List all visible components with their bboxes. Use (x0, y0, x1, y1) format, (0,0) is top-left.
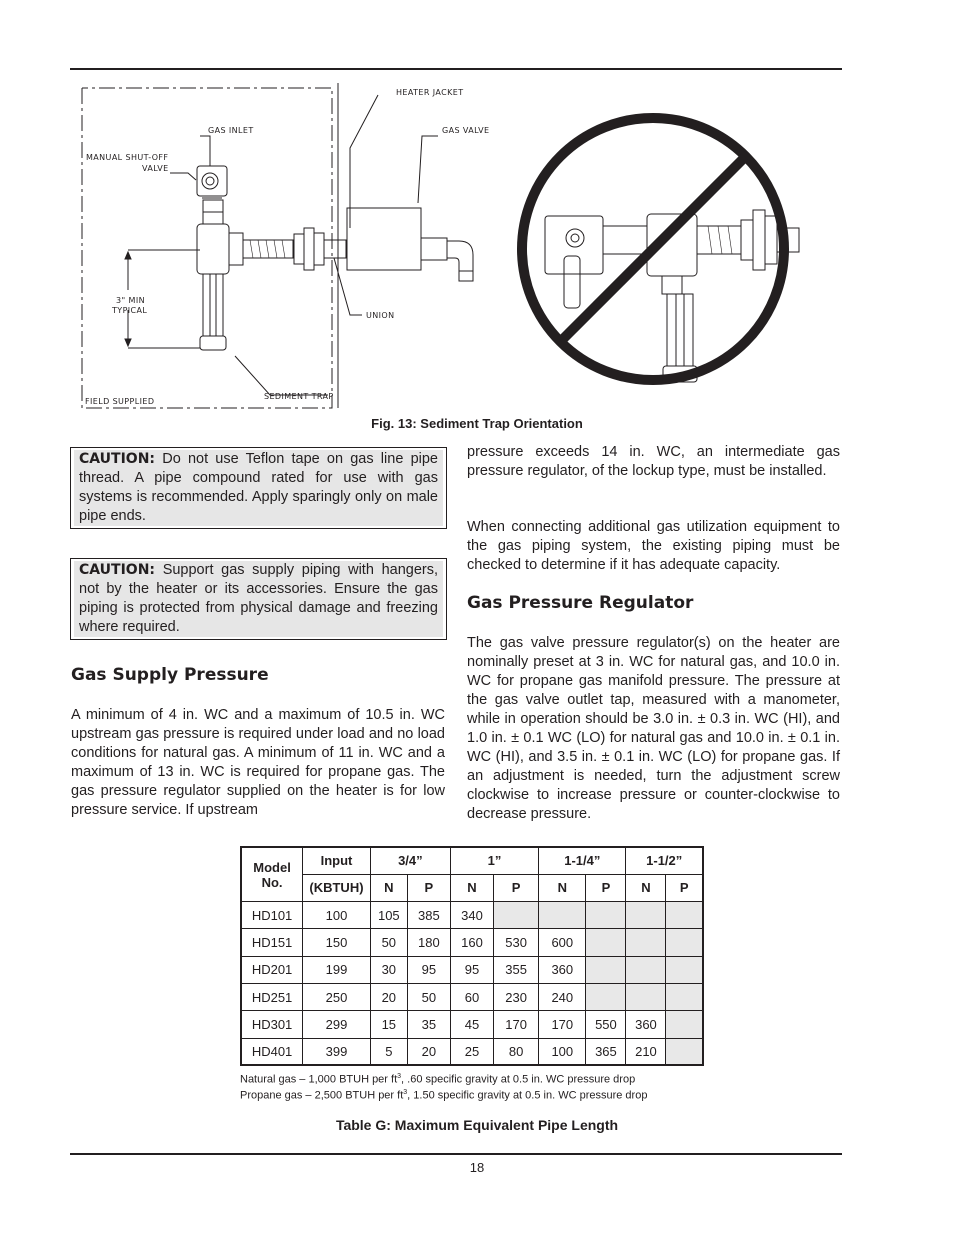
col-size: 1” (450, 847, 538, 874)
table-cell: 45 (450, 1011, 493, 1038)
table-cell: 360 (539, 956, 586, 983)
label-sediment-trap: SEDIMENT TRAP (264, 392, 334, 401)
col-p: P (407, 874, 450, 901)
table-cell: 365 (586, 1038, 626, 1065)
table-cell: 20 (370, 983, 407, 1010)
col-n: N (539, 874, 586, 901)
table-cell (666, 929, 703, 956)
gas-pressure-regulator-heading: Gas Pressure Regulator (467, 593, 694, 613)
col-input: Input (303, 847, 371, 874)
table-cell (666, 902, 703, 929)
table-cell: 199 (303, 956, 371, 983)
col-kbtuh: (KBTUH) (303, 874, 371, 901)
table-cell (539, 902, 586, 929)
page-number: 18 (469, 1160, 485, 1175)
table-cell: 25 (450, 1038, 493, 1065)
table-note-propane: Propane gas – 2,500 BTUH per $ft^3$, 1.50 specific gravity at 0.5 in. WC pressure drop (240, 1089, 648, 1102)
col-size: 1-1/4” (539, 847, 626, 874)
table-cell (666, 983, 703, 1010)
col-n: N (450, 874, 493, 901)
table-cell: 150 (303, 929, 371, 956)
table-cell: 15 (370, 1011, 407, 1038)
label-heater-jacket: HEATER JACKET (396, 88, 464, 97)
table-cell: 105 (370, 902, 407, 929)
gas-supply-pressure-text: A minimum of 4 in. WC and a maximum of 10.5 in. WC upstream gas pressure is required under load and no load conditions for natural gas. A minimum of 11 in. WC and a maximum of 13 in. WC is required for propane gas. The gas pressure regulator supplied on the heater is for low pressure service. If upstream (71, 707, 445, 818)
col-p: P (494, 874, 539, 901)
table-cell: 180 (407, 929, 450, 956)
figure-caption: Fig. 13: Sediment Trap Orientation (371, 416, 583, 431)
table-cell: HD101 (241, 902, 303, 929)
table-cell (494, 902, 539, 929)
table-cell: 355 (494, 956, 539, 983)
table-row (241, 902, 703, 929)
bottom-rule (70, 1153, 842, 1155)
caution-support-box (70, 558, 447, 640)
table-subheader-row (241, 874, 703, 901)
table-cell (666, 1011, 703, 1038)
table-cell: 20 (407, 1038, 450, 1065)
table-cell: 95 (450, 956, 493, 983)
table-cell (586, 956, 626, 983)
table-note-natural: Natural gas – 1,000 BTUH per $ft^3$, .60 specific gravity at 0.5 in. WC pressure drop (240, 1073, 636, 1086)
table-cell: 50 (407, 983, 450, 1010)
label-shutoff-valve-2: VALVE (142, 164, 169, 173)
table-cell: HD301 (241, 1011, 303, 1038)
gas-pressure-regulator-text: The gas valve pressure regulator(s) on the heater are nominally preset at 3 in. WC for natural gas, and 10.0 in. WC for propane gas manifold pressure. The pressure at the gas valve outlet tap, measured with a manometer, while in operation should be 3.0 in. ± 0.3 in. WC (HI), and 1.0 in. ± 0.1 WC (LO) for natural gas and 10.0 in. ± 0.1 in. WC (HI), and 3.5 in. ± 0.1 in. WC (LO) for propane gas. If an adjustment is needed, turn the adjustment screw clockwise to increase pressure or counter-clockwise to decrease pressure. (467, 635, 840, 822)
label-min-2: TYPICAL (112, 306, 148, 315)
table-cell: 160 (450, 929, 493, 956)
table-cell (586, 929, 626, 956)
table-cell: 60 (450, 983, 493, 1010)
gas-valve (347, 208, 421, 270)
table-cell: 600 (539, 929, 586, 956)
pipe-tee (197, 224, 229, 274)
caution-teflon-box (70, 447, 447, 529)
table-cell: 170 (539, 1011, 586, 1038)
label-gas-inlet: GAS INLET (208, 126, 254, 135)
table-cell (626, 983, 666, 1010)
table-cell: HD251 (241, 983, 303, 1010)
table-cell: 385 (407, 902, 450, 929)
col-size: 3/4” (370, 847, 450, 874)
table-cell: HD151 (241, 929, 303, 956)
table-cell: 230 (494, 983, 539, 1010)
table-cell: HD201 (241, 956, 303, 983)
table-cell: 550 (586, 1011, 626, 1038)
label-min-1: 3" MIN (116, 296, 145, 305)
table-cell: 250 (303, 983, 371, 1010)
table-row (241, 1011, 703, 1038)
pipe-length-table (240, 846, 704, 1066)
label-union: UNION (366, 311, 395, 320)
table-cell: 360 (626, 1011, 666, 1038)
col-n: N (626, 874, 666, 901)
table-row (241, 929, 703, 956)
sediment-trap-figure (70, 78, 842, 413)
additional-equipment-text: When connecting additional gas utilization equipment to the gas piping system, the existing piping must be checked to determine if it has adequate capacity. (467, 519, 840, 573)
label-gas-valve: GAS VALVE (442, 126, 490, 135)
col-model: Model No. (241, 847, 303, 902)
table-cell: 95 (407, 956, 450, 983)
caution-keyword: CAUTION: (79, 562, 156, 578)
table-cell: 50 (370, 929, 407, 956)
table-cell: 5 (370, 1038, 407, 1065)
caution-text: Support gas supply piping with hangers, not by the heater or its accessories. Ensure the gas piping is protected from physical damage and freezing where required. (79, 562, 438, 635)
table-cell (626, 956, 666, 983)
incorrect-orientation-figure (522, 118, 799, 382)
table-row (241, 1038, 703, 1065)
table-cell: 340 (450, 902, 493, 929)
table-cell: 530 (494, 929, 539, 956)
col-p: P (586, 874, 626, 901)
table-cell: HD401 (241, 1038, 303, 1065)
table-cell (666, 956, 703, 983)
sediment-trap (203, 274, 223, 336)
caution-keyword: CAUTION: (79, 451, 156, 467)
label-field-supplied: FIELD SUPPLIED (85, 397, 155, 406)
table-header-row (241, 847, 703, 874)
top-rule (70, 68, 842, 70)
table-cell: 30 (370, 956, 407, 983)
union (294, 234, 304, 264)
table-cell: 35 (407, 1011, 450, 1038)
col-p: P (666, 874, 703, 901)
table-cell (626, 902, 666, 929)
label-shutoff-valve-1: MANUAL SHUT-OFF (86, 153, 169, 162)
col-size: 1-1/2” (626, 847, 703, 874)
table-row (241, 983, 703, 1010)
table-cell: 100 (539, 1038, 586, 1065)
table-cell: 170 (494, 1011, 539, 1038)
table-cell (626, 929, 666, 956)
table-cell: 299 (303, 1011, 371, 1038)
table-cell: 80 (494, 1038, 539, 1065)
table-caption: Table G: Maximum Equivalent Pipe Length (335, 1117, 619, 1133)
caution-text: Do not use Teflon tape on gas line pipe thread. A pipe compound rated for use with gas systems is recommended. Apply sparingly only on male pipe ends. (79, 451, 438, 524)
gas-supply-pressure-heading: Gas Supply Pressure (71, 665, 269, 685)
table-row (241, 956, 703, 983)
table-cell: 210 (626, 1038, 666, 1065)
table-cell (666, 1038, 703, 1065)
table-cell (586, 902, 626, 929)
table-cell (586, 983, 626, 1010)
col-n: N (370, 874, 407, 901)
table-cell: 100 (303, 902, 371, 929)
table-cell: 399 (303, 1038, 371, 1065)
right-column-continuation: pressure exceeds 14 in. WC, an intermediate gas pressure regulator, of the lockup type, must be installed. (467, 444, 840, 479)
table-cell: 240 (539, 983, 586, 1010)
